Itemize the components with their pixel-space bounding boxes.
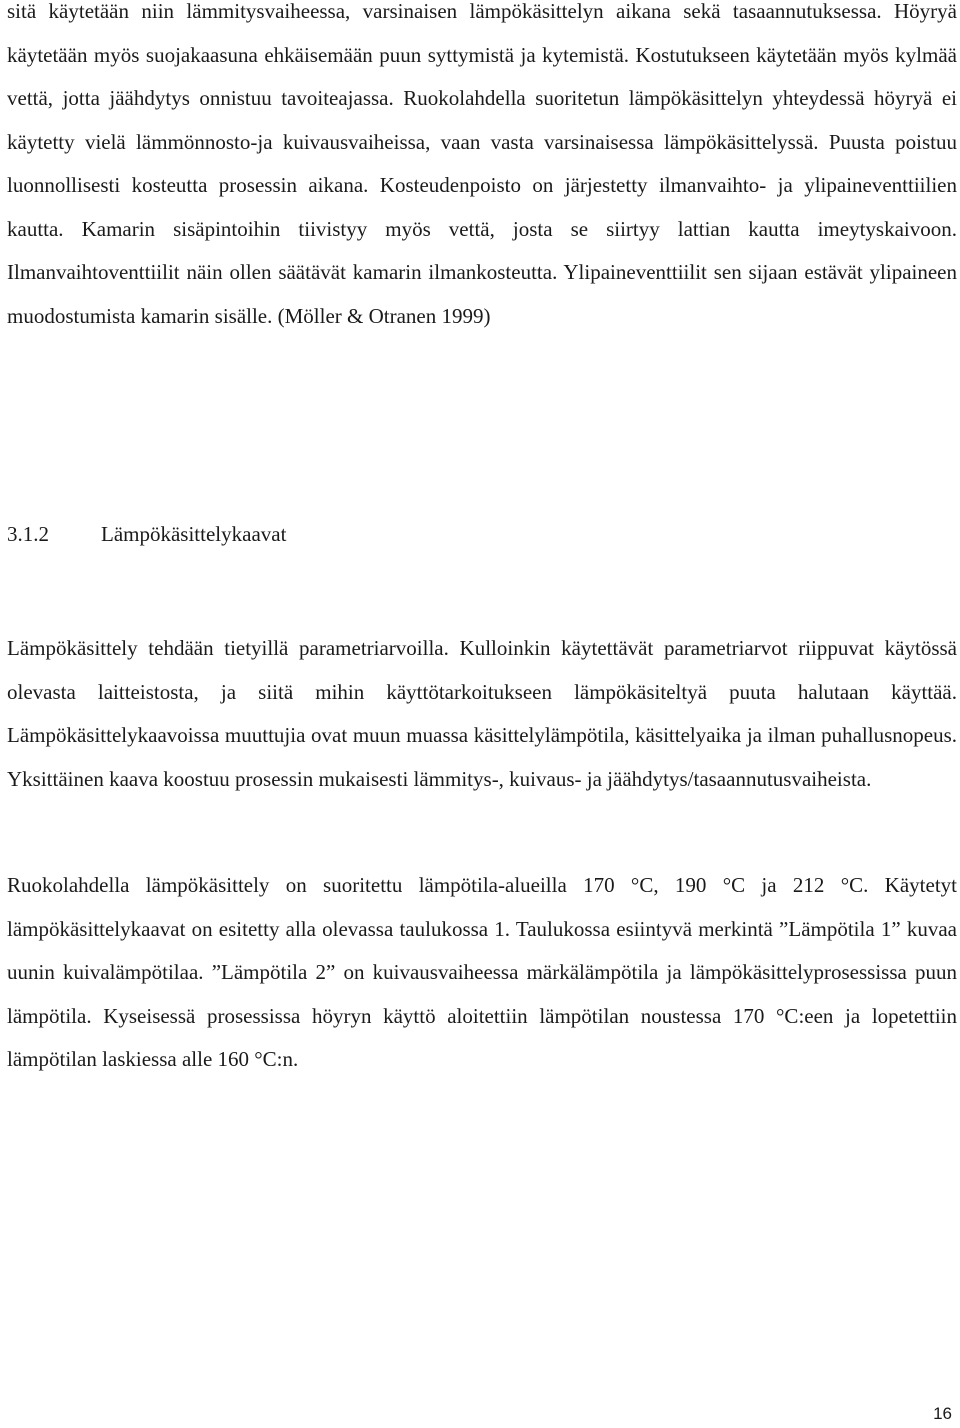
paragraph-temperature-ranges: Ruokolahdella lämpökäsittely on suoritettu lämpötila-alueilla 170 °C, 190 °C ja 212 °C. Käytetyt lämpökäsittelykaavat on esitetty alla olevassa taulukossa 1. Taulukossa esiintyvä merkintä ”Lämpötila 1” kuvaa uunin kuivalämpötilaa. ”Lämpötila 2” on kuivausvaiheessa märkälämpötila ja lämpökäsittelyprosessissa puun lämpötila. Kyseisessä prosessissa höyryn käyttö aloitettiin lämpötilan noustessa 170 °C:een ja lopetettiin lämpötilan laskiessa alle 160 °C:n. — [7, 873, 957, 1071]
section-title: Lämpökäsittelykaavat — [101, 522, 287, 546]
section-number: 3.1.2 — [7, 522, 49, 546]
section-heading — [7, 513, 286, 556]
page-number: 16 — [933, 1404, 952, 1423]
paragraph-steam-usage: sitä käytetään niin lämmitysvaiheessa, varsinaisen lämpökäsittelyn aikana sekä tasaannutuksessa. Höyryä käytetään myös suojakaasuna ehkäisemään puun syttymistä ja kytemistä. Kostutukseen käytetään myös kylmää vettä, jotta jäähdytys onnistuu tavoiteajassa. Ruokolahdella suoritetun lämpökäsittelyn yhteydessä höyryä ei käytetty vielä lämmönnosto-ja kuivausvaiheissa, vaan vasta varsinaisessa lämpökäsittelyssä. Puusta poistuu luonnollisesti kosteutta prosessin aikana. Kosteudenpoisto on järjestetty ilmanvaihto- ja ylipaineventtiilien kautta. Kamarin sisäpintoihin tiivistyy myös vettä, josta se siirtyy lattian kautta imeytyskaivoon. Ilmanvaihtoventtiilit näin ollen säätävät kamarin ilmankosteutta. Ylipaineventtiilit sen sijaan estävät ylipaineen muodostumista kamarin sisälle. (Möller & Otranen 1999) — [7, 0, 957, 328]
paragraph-parameters: Lämpökäsittely tehdään tietyillä parametriarvoilla. Kulloinkin käytettävät parametriarvot riippuvat käytössä olevasta laitteistosta, ja siitä mihin käyttötarkoitukseen lämpökäsiteltyä puuta halutaan käyttää. Lämpökäsittelykaavoissa muuttujia ovat muun muassa käsittelylämpötila, käsittelyaika ja ilman puhallusnopeus. Yksittäinen kaava koostuu prosessin mukaisesti lämmitys-, kuivaus- ja jäähdytys/tasaannutusvaiheista. — [7, 636, 957, 791]
